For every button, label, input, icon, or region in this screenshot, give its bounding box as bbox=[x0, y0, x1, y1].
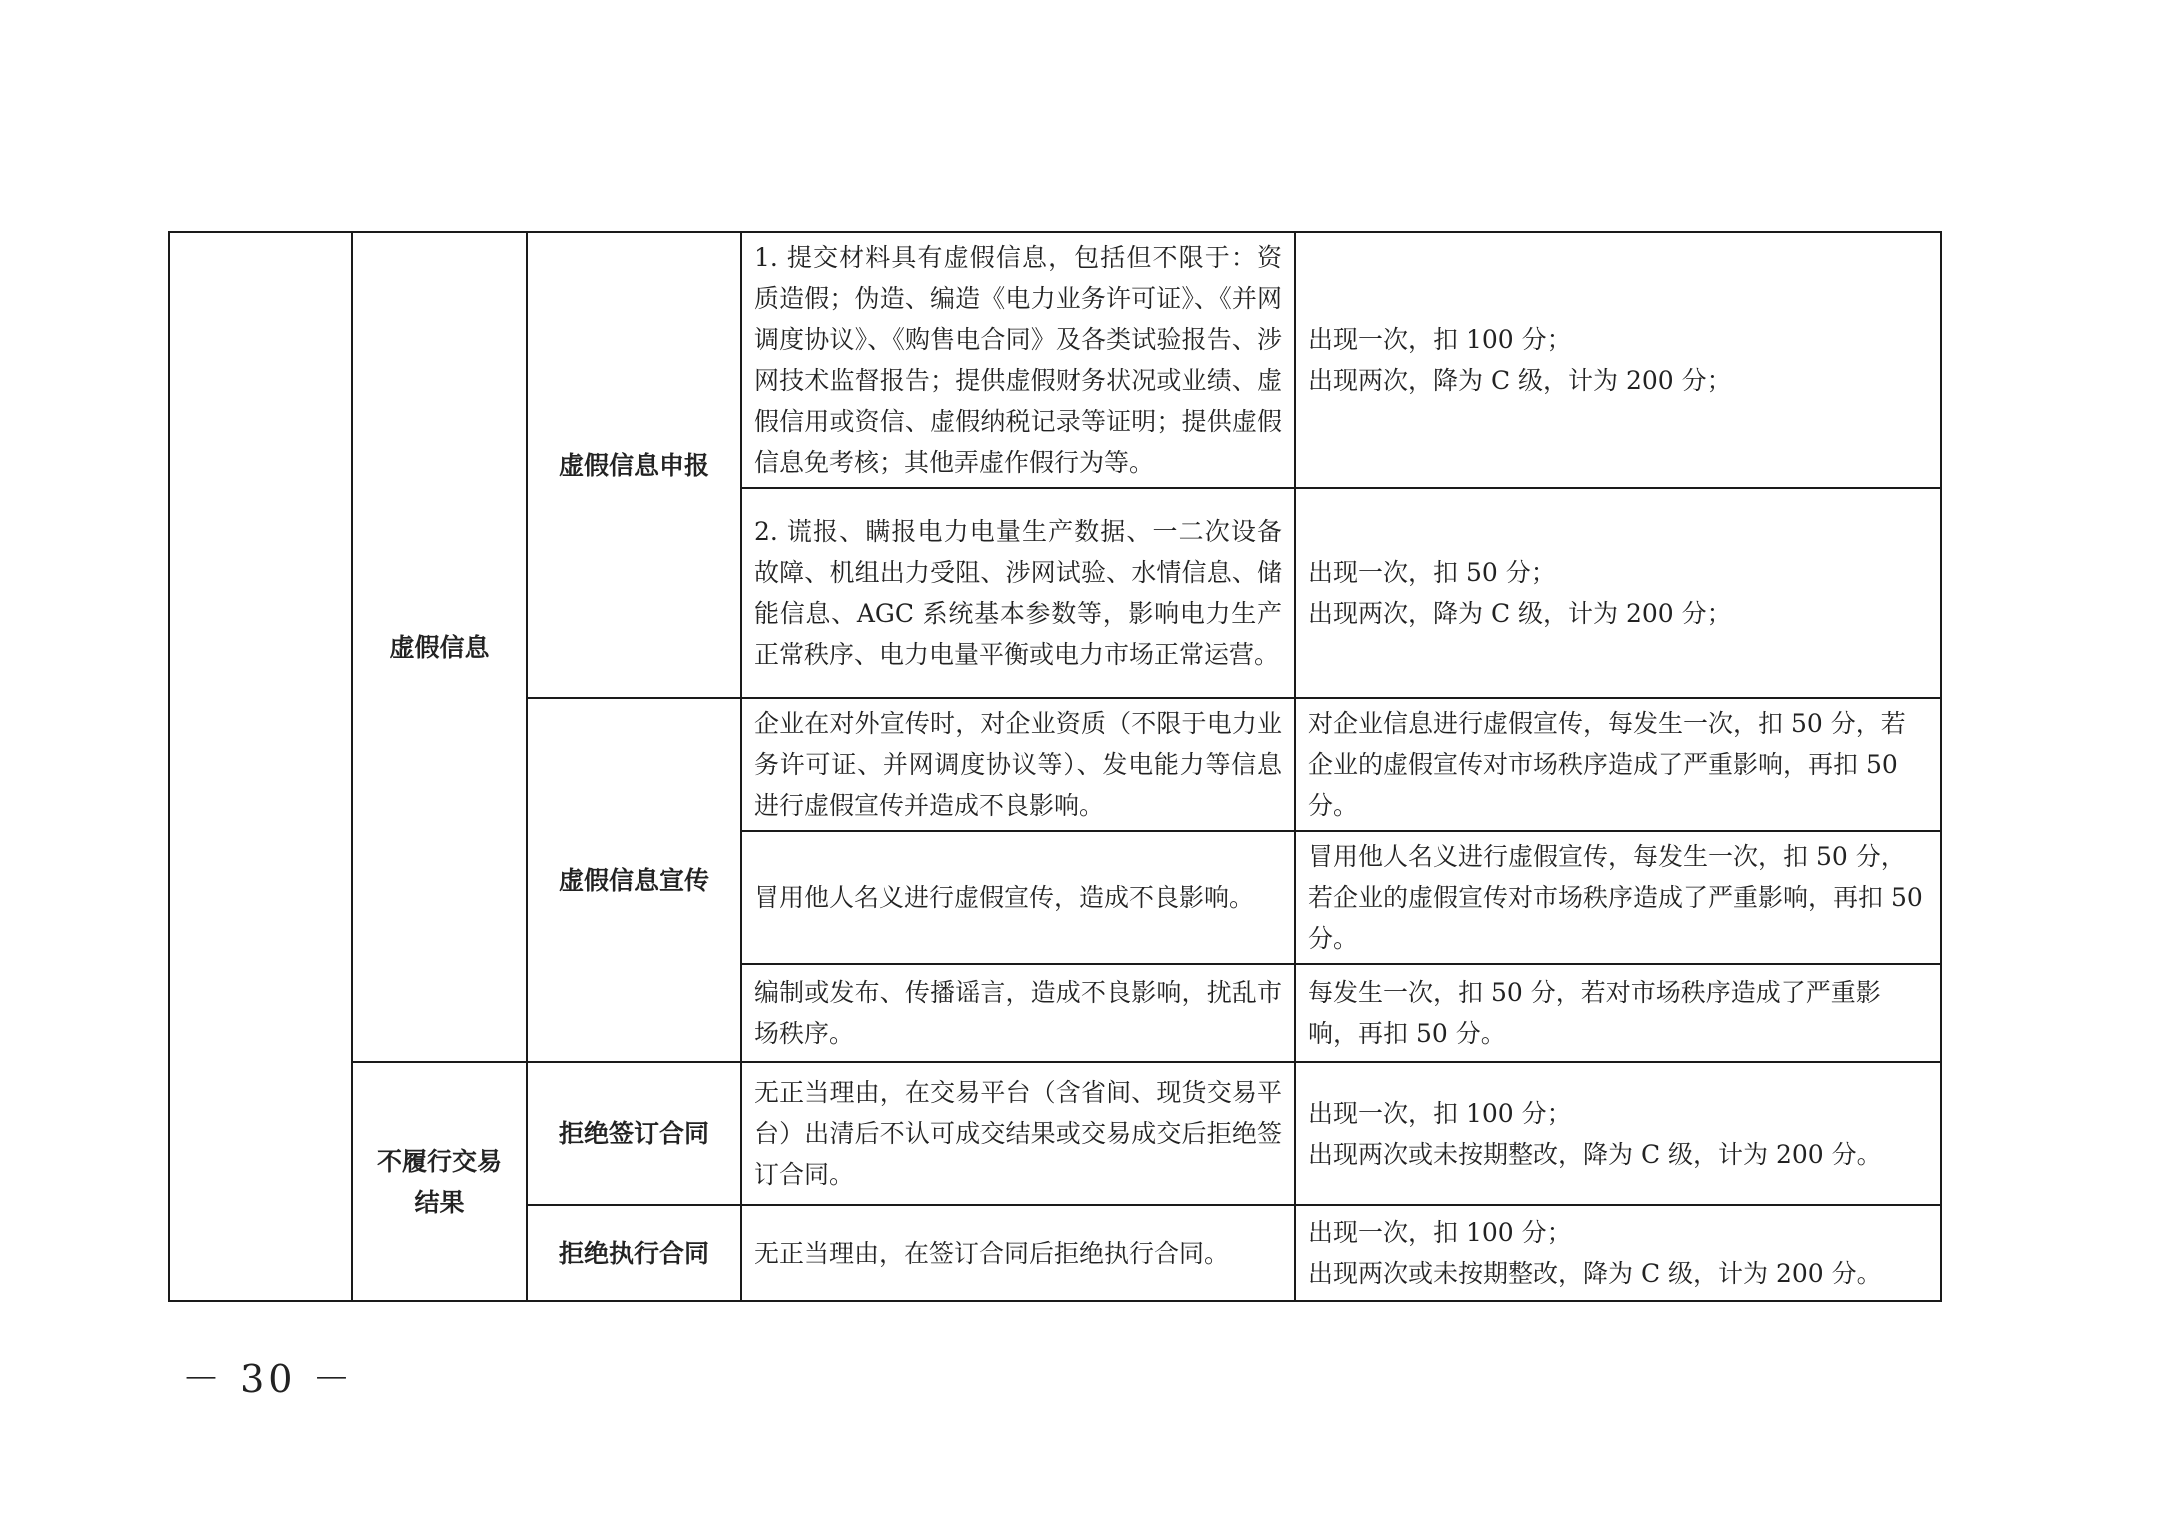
page-number: － 30 － bbox=[182, 1357, 355, 1401]
penalty-cell bbox=[1295, 698, 1941, 831]
penalty-cell bbox=[1295, 964, 1941, 1062]
category-cell-false-info: 虚假信息 bbox=[352, 232, 527, 1062]
penalty-line: 出现一次，扣 100 分； bbox=[1308, 1218, 1572, 1247]
penalty-cell bbox=[1295, 1205, 1941, 1301]
penalty-line: 出现一次，扣 100 分； bbox=[1308, 325, 1572, 354]
penalty-line: 每发生一次，扣 50 分，若对市场秩序造成了严重影响，再扣 50 分。 bbox=[1308, 978, 1881, 1048]
penalty-cell bbox=[1295, 488, 1941, 698]
credit-evaluation-table bbox=[168, 231, 1942, 1302]
behavior-cell-refuse-execute: 拒绝执行合同 bbox=[527, 1205, 741, 1301]
penalty-line: 出现两次，降为 C 级，计为 200 分； bbox=[1308, 366, 1732, 395]
behavior-cell-false-publicity: 虚假信息宣传 bbox=[527, 698, 741, 1062]
blank-category-cell bbox=[169, 232, 352, 1301]
penalty-line: 出现一次，扣 50 分； bbox=[1308, 558, 1556, 587]
table-row bbox=[169, 232, 1941, 488]
penalty-line: 出现两次，降为 C 级，计为 200 分； bbox=[1308, 599, 1732, 628]
description-cell: 企业在对外宣传时，对企业资质（不限于电力业务许可证、并网调度协议等）、发电能力等信息进行虚假宣传并造成不良影响。 bbox=[741, 698, 1295, 831]
description-cell: 无正当理由，在交易平台（含省间、现货交易平台）出清后不认可成交结果或交易成交后拒绝签订合同。 bbox=[741, 1062, 1295, 1205]
table-row bbox=[169, 1062, 1941, 1205]
penalty-cell bbox=[1295, 1062, 1941, 1205]
penalty-line: 对企业信息进行虚假宣传，每发生一次，扣 50 分，若企业的虚假宣传对市场秩序造成了严重影响，再扣 50 分。 bbox=[1308, 709, 1906, 820]
behavior-cell-refuse-sign: 拒绝签订合同 bbox=[527, 1062, 741, 1205]
description-cell: 冒用他人名义进行虚假宣传，造成不良影响。 bbox=[741, 831, 1295, 964]
category-cell-not-fulfilling-trade: 不履行交易结果 bbox=[352, 1062, 527, 1301]
penalty-line: 出现一次，扣 100 分； bbox=[1308, 1098, 1572, 1128]
description-cell: 无正当理由，在签订合同后拒绝执行合同。 bbox=[741, 1205, 1295, 1301]
penalty-line: 出现两次或未按期整改，降为 C 级，计为 200 分。 bbox=[1308, 1139, 1882, 1169]
penalty-line: 出现两次或未按期整改，降为 C 级，计为 200 分。 bbox=[1308, 1259, 1882, 1288]
penalty-cell bbox=[1295, 232, 1941, 488]
description-cell: 1. 提交材料具有虚假信息，包括但不限于：资质造假；伪造、编造《电力业务许可证》、《并网调度协议》、《购售电合同》及各类试验报告、涉网技术监督报告；提供虚假财务状况或业绩、虚假信用或资信、虚假纳税记录等证明；提供虚假信息免考核；其他弄虚作假行为等。 bbox=[741, 232, 1295, 488]
penalty-line: 冒用他人名义进行虚假宣传，每发生一次，扣 50 分，若企业的虚假宣传对市场秩序造成了严重影响，再扣 50 分。 bbox=[1308, 842, 1923, 953]
description-cell: 2. 谎报、瞒报电力电量生产数据、一二次设备故障、机组出力受阻、涉网试验、水情信息、储能信息、AGC 系统基本参数等，影响电力生产正常秩序、电力电量平衡或电力市场正常运营。 bbox=[741, 488, 1295, 698]
description-cell: 编制或发布、传播谣言，造成不良影响，扰乱市场秩序。 bbox=[741, 964, 1295, 1062]
penalty-cell bbox=[1295, 831, 1941, 964]
behavior-cell-false-declaration: 虚假信息申报 bbox=[527, 232, 741, 698]
